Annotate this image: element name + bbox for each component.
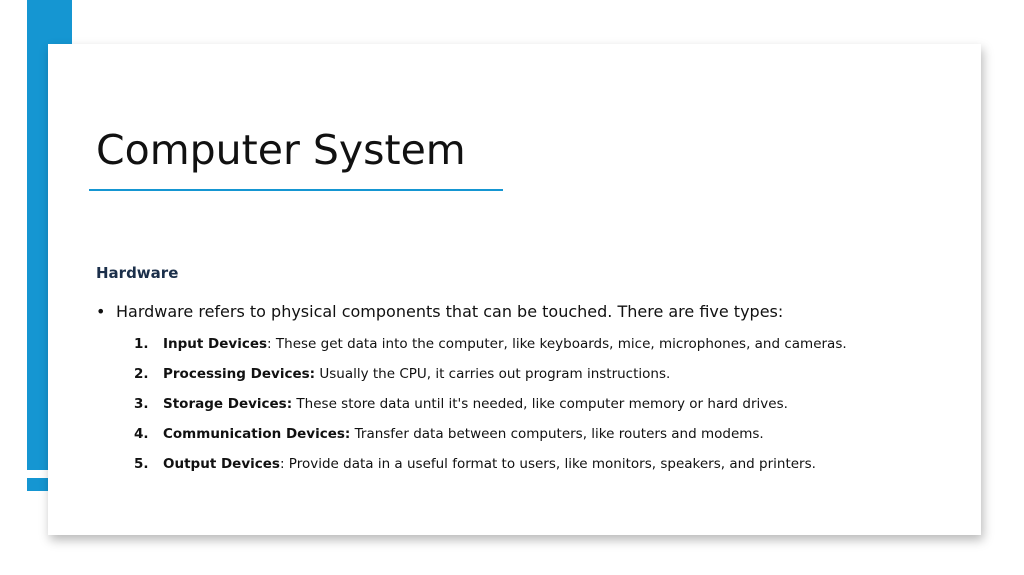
slide-title: Computer System	[96, 126, 466, 174]
list-item	[134, 423, 847, 453]
list-item-description: Usually the CPU, it carries out program instructions.	[319, 366, 671, 382]
list-item-description: Provide data in a useful format to users, like monitors, speakers, and printers.	[288, 456, 816, 472]
list-item	[134, 333, 847, 363]
list-item-number: 3.	[134, 396, 149, 412]
list-item-separator: :	[279, 456, 289, 472]
bullet-icon: •	[96, 302, 106, 321]
list-item-description: Transfer data between computers, like routers and modems.	[354, 426, 764, 442]
list-item-term: Input Devices	[163, 336, 268, 352]
bullet-text: Hardware refers to physical components that can be touched. There are five types:	[116, 302, 784, 321]
section-heading: Hardware	[96, 264, 179, 282]
device-types-list	[134, 333, 847, 483]
title-underline	[89, 189, 503, 191]
list-item-term: Output Devices	[163, 456, 280, 472]
list-item	[134, 453, 847, 483]
list-item-number: 5.	[134, 456, 149, 472]
accent-bar-bottom	[27, 478, 48, 491]
list-item-number: 4.	[134, 426, 149, 442]
list-item-term: Communication Devices:	[163, 426, 351, 442]
bullet-paragraph	[96, 301, 783, 323]
list-item-term: Storage Devices:	[163, 396, 293, 412]
list-item	[134, 363, 847, 393]
accent-bar-top	[27, 0, 72, 44]
list-item-description: These store data until it's needed, like computer memory or hard drives.	[296, 396, 788, 412]
list-item	[134, 393, 847, 423]
list-item-description: These get data into the computer, like keyboards, mice, microphones, and cameras.	[275, 336, 847, 352]
list-item-number: 2.	[134, 366, 149, 382]
list-item-term: Processing Devices:	[163, 366, 316, 382]
list-item-separator: :	[267, 336, 276, 352]
accent-bar-left	[27, 0, 48, 470]
list-item-number: 1.	[134, 336, 149, 352]
